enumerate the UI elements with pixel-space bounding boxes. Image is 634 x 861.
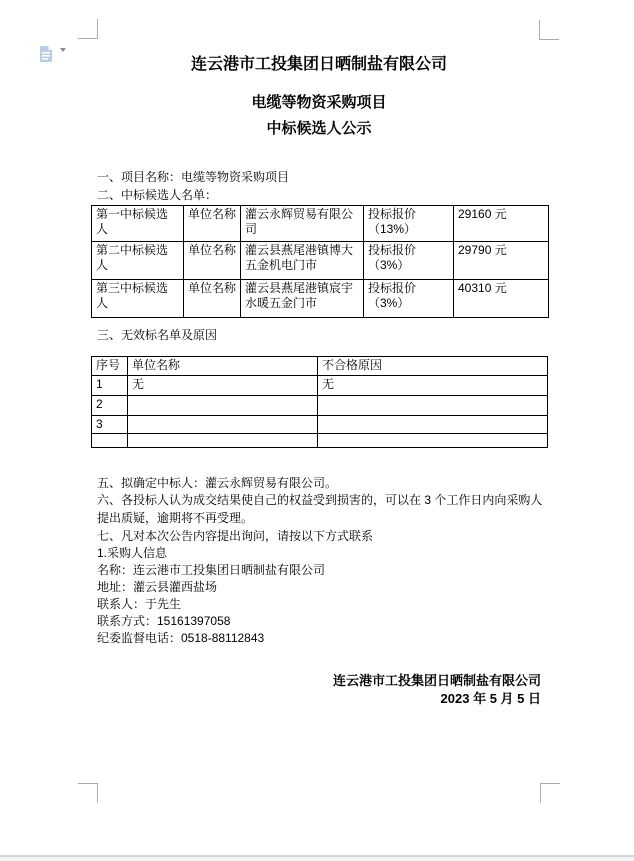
footer-company: 连云港市工投集团日晒制盐有限公司	[332, 673, 541, 688]
bid-value: 29160 元	[454, 206, 549, 242]
bid-label: 投标报价（3%）	[364, 242, 454, 280]
candidate-rank: 第三中标候选人	[92, 280, 184, 318]
column-header: 序号	[92, 357, 128, 376]
table-row	[92, 280, 549, 318]
section-project-name: 一、项目名称：电缆等物资采购项目	[97, 170, 290, 184]
section-invalid-heading: 三、无效标名单及原因	[97, 328, 218, 342]
invalid-bids-table	[91, 356, 548, 448]
table-row	[92, 376, 548, 396]
row-number: 3	[92, 416, 128, 434]
workspace-background	[0, 857, 634, 861]
footer-date: 2023 年 5 月 5 日	[440, 691, 541, 706]
unit-label: 单位名称	[184, 280, 241, 318]
unit-name: 灌云县燕尾港镇宸宇水暖五金门市	[241, 280, 364, 318]
paste-options-icon	[39, 45, 55, 69]
unit-label: 单位名称	[184, 242, 241, 280]
supervision-phone: 纪委监督电话：0518-88112843	[97, 631, 265, 645]
text-boundary-mark-bottom-left	[78, 783, 98, 803]
bid-value: 40310 元	[454, 280, 549, 318]
section-proposed-winner: 五、拟确定中标人：灌云永辉贸易有限公司。	[97, 476, 338, 490]
column-header: 单位名称	[128, 357, 318, 376]
unit-name	[128, 434, 318, 448]
announcement-title: 中标候选人公示	[266, 120, 372, 137]
table-row	[92, 206, 549, 242]
section-inquiry-notice: 七、凡对本次公告内容提出询问，请按以下方式联系	[97, 529, 374, 543]
column-header: 不合格原因	[318, 357, 548, 376]
reject-reason: 无	[318, 376, 548, 396]
row-number	[92, 434, 128, 448]
table-row	[92, 242, 549, 280]
row-number: 1	[92, 376, 128, 396]
row-number: 2	[92, 396, 128, 416]
section-candidates-heading: 二、中标候选人名单：	[97, 188, 218, 202]
project-subtitle: 电缆等物资采购项目	[251, 94, 387, 111]
contact-name: 名称：连云港市工投集团日晒制盐有限公司	[97, 563, 326, 577]
contact-phone: 联系方式：15161397058	[97, 614, 231, 628]
chevron-down-icon	[60, 52, 68, 70]
unit-name: 无	[128, 376, 318, 396]
unit-name	[128, 416, 318, 434]
text-boundary-mark-top-right	[539, 20, 559, 40]
contact-person: 联系人：于先生	[97, 597, 182, 611]
bid-label: 投标报价（3%）	[364, 280, 454, 318]
reject-reason	[318, 434, 548, 448]
text-boundary-mark-top-left	[78, 19, 98, 39]
section-objection-notice: 六、各投标人认为成交结果使自己的权益受到损害的，可以在 3 个工作日内向采购人提出质疑，逾期将不再受理。	[97, 493, 543, 525]
unit-name: 灌云永辉贸易有限公司	[241, 206, 364, 242]
reject-reason	[318, 416, 548, 434]
unit-name: 灌云县燕尾港镇博大五金机电门市	[241, 242, 364, 280]
bid-label: 投标报价（13%）	[364, 206, 454, 242]
candidates-table	[91, 205, 549, 318]
document-title: 连云港市工投集团日晒制盐有限公司	[190, 56, 447, 73]
table-row	[92, 416, 548, 434]
bid-value: 29790 元	[454, 242, 549, 280]
unit-label: 单位名称	[184, 206, 241, 242]
candidate-rank: 第二中标候选人	[92, 242, 184, 280]
reject-reason	[318, 396, 548, 416]
unit-name	[128, 396, 318, 416]
candidate-rank: 第一中标候选人	[92, 206, 184, 242]
buyer-info-heading: 1.采购人信息	[97, 546, 168, 560]
contact-address: 地址：灌云县灌西盐场	[97, 580, 218, 594]
table-row	[92, 434, 548, 448]
table-row	[92, 396, 548, 416]
text-boundary-mark-bottom-right	[540, 783, 560, 803]
table-header-row	[92, 357, 548, 376]
paste-options-button[interactable]	[39, 45, 69, 65]
